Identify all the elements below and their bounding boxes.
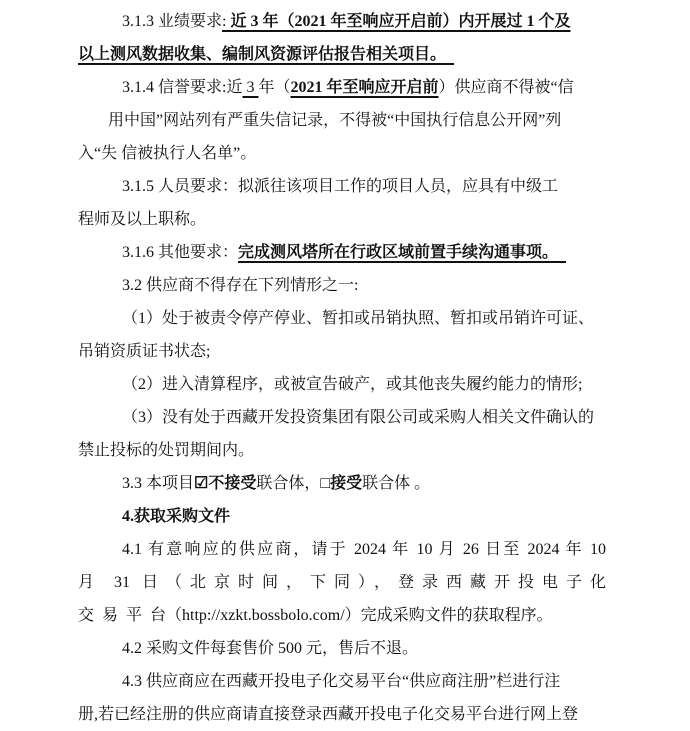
clause-3-3 [78,467,606,500]
clause-4-3-line-1 [78,665,606,698]
clause-3-1-3-line-2 [78,38,606,71]
clause-3-2-item-2 [78,368,606,401]
text-run: ）供应商不得被“信 [438,79,574,96]
clause-3-2-item-3-line-1 [78,401,606,434]
clause-4-2 [78,632,606,665]
clause-3-2-item-3-line-2 [78,434,606,467]
text-run: 禁止投标的处罚期间内。 [78,442,255,459]
text-run: 月 31 日（北京时间，下同），登录西藏开投电子化 [78,574,606,591]
text-run: 完成测风塔所在行政区域前置手续沟通事项。 [238,244,551,261]
checkbox-unchecked-icon: □ [320,475,331,492]
clause-3-1-4-line-1 [78,71,606,104]
text-run: 册,若已经注册的供应商请直接登录西藏开投电子化交易平台进行网上登 [78,706,579,723]
clause-3-2-item-1-line-1 [78,302,606,335]
text-run: : [222,13,231,30]
clause-3-1-5-line-2 [78,203,606,236]
text-run: 以上测风数据收集、编制风资源评估报告相关项目。 [78,46,439,63]
text-run: 3.1.6 其他要求： [122,244,239,261]
text-run: 接受 [330,475,363,492]
text-run: （3）没有处于西藏开发投资集团有限公司或采购人相关文件确认的 [122,409,595,426]
text-run: 3.1.5 人员要求：拟派往该项目工作的项目人员，应具有中级工 [122,178,559,195]
text-run: 近 3 年（2021 年至响应开启前）内开展过 1 个及 [230,13,571,30]
text-run: 入“失 信被执行人名单”。 [78,145,257,162]
text-run: （2）进入清算程序，或被宣告破产，或其他丧失履约能力的情形; [122,376,583,393]
clause-3-2-item-1-line-2 [78,335,606,368]
clause-4-1-line-1 [78,533,606,566]
text-run: 4.3 供应商应在西藏开投电子化交易平台“供应商注册”栏进行注 [122,673,561,690]
clause-4-3-line-2 [78,698,606,731]
text-run: 用中国”网站列有严重失信记录，不得被“中国执行信息公开网”列 [108,112,562,129]
text-run: 3.1.3 业绩要求 [122,13,223,30]
text-run: 4.获取采购文件 [122,508,231,525]
text-run: 不接受 [208,475,257,492]
text-run: 联合体 。 [362,475,431,492]
text-run: 2021 年至响应开启前 [290,79,439,96]
text-run [438,46,454,63]
text-run: 3 [242,79,259,96]
text-run: 3.1.4 信誉要求:近 [122,79,243,96]
clause-3-1-4-line-2 [78,104,606,137]
text-run: （1）处于被责令停产停业、暂扣或吊销执照、暂扣或吊销许可证、 [122,310,595,327]
text-run: 3.2 供应商不得存在下列情形之一: [122,277,359,294]
clause-3-2 [78,269,606,302]
clause-3-1-5-line-1 [78,170,606,203]
clause-3-1-4-line-3 [78,137,606,170]
text-run [550,244,566,261]
text-run: 3.3 本项目 [122,475,195,492]
clause-3-1-3-line-1 [78,5,606,38]
text-run: 4.2 采购文件每套售价 500 元，售后不退。 [122,640,419,657]
checkbox-checked-icon: ☑ [194,475,209,492]
clause-3-1-6 [78,236,606,269]
text-run: 联合体， [256,475,321,492]
document-lines [78,5,606,731]
clause-4-1-line-2 [78,566,606,599]
text-run: 交 易 平 台（http://xzkt.bossbolo.com/）完成采购文件的获取程序。 [78,607,553,624]
text-run: 程师及以上职称。 [78,211,207,228]
text-run: 4.1 有意响应的供应商，请于 2024 年 10 月 26 日至 2024 年 10 [122,541,606,558]
text-run: 年（ [258,79,291,96]
clause-4-1-line-3 [78,599,606,632]
text-run: 吊销资质证书状态; [78,343,211,360]
section-4-heading [78,500,606,533]
